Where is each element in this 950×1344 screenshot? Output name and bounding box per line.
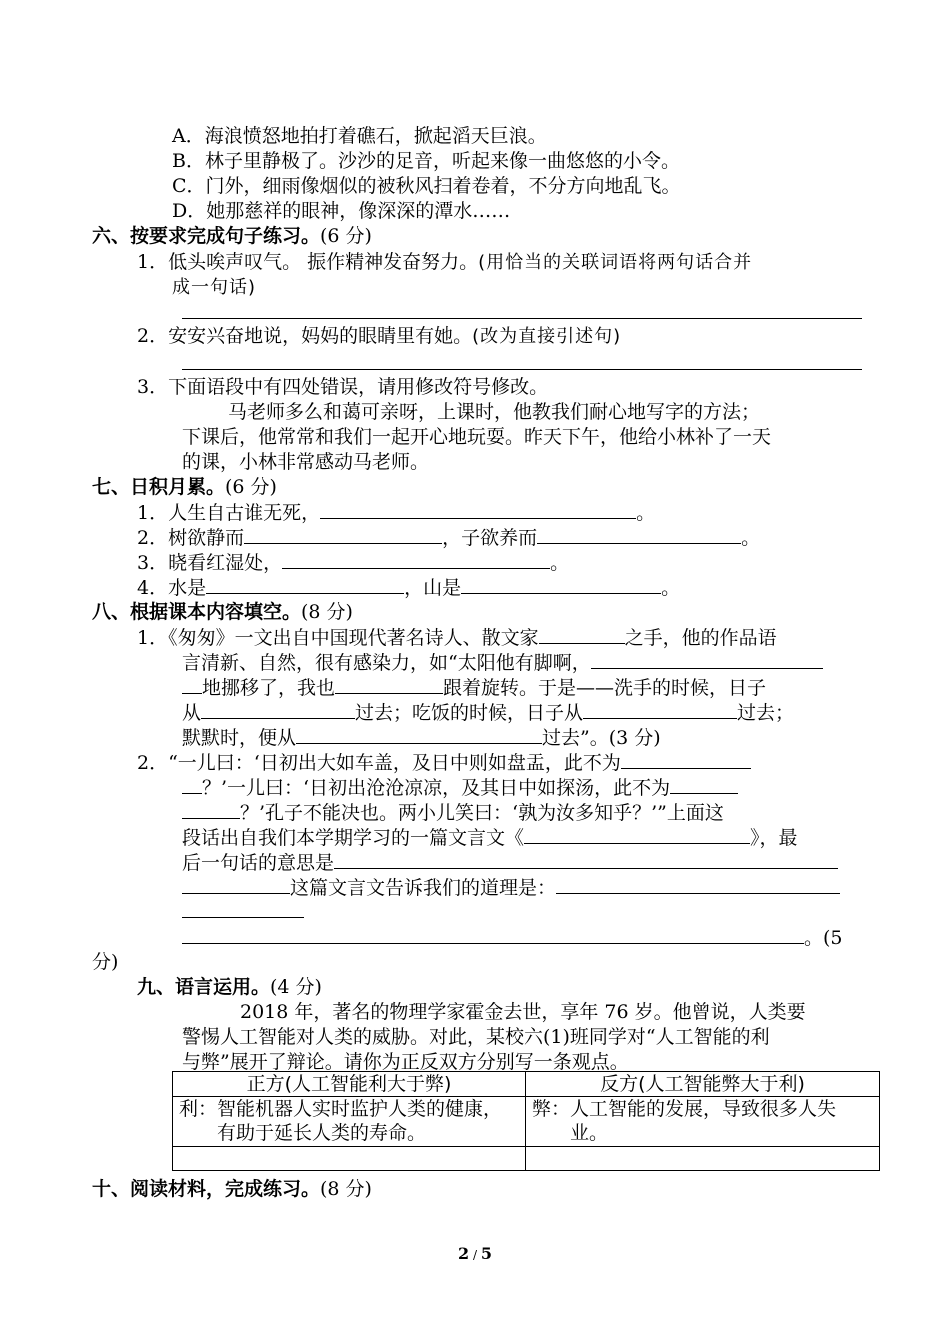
option-b: B．林子里静极了。沙沙的足音，听起来像一曲悠悠的小令。 bbox=[172, 150, 680, 172]
section-9-score: (4 分) bbox=[270, 976, 322, 998]
pro-answer-cell[interactable] bbox=[173, 1147, 526, 1171]
s8-q2-line-1 bbox=[137, 750, 751, 775]
s6-q2-text: 2．安安兴奋地说，妈妈的眼睛里有她。 bbox=[137, 325, 473, 347]
s8-q1-blank-quote-5[interactable] bbox=[296, 725, 542, 744]
s8-q2-l1a: 2．“一儿曰：‘日初出大如车盖，及日中则如盘盂，此不为 bbox=[137, 752, 621, 774]
s6-q3-text: 3．下面语段中有四处错误，请用修改符号修改。 bbox=[137, 376, 549, 398]
s9-paragraph-1: 2018 年，著名的物理学家霍金去世，享年 76 岁。他曾说，人类要 bbox=[240, 1001, 806, 1023]
s8-q2-blank-lesson-cont-1[interactable] bbox=[182, 917, 304, 918]
s6-q1-text: 1．低头唉声叹气。 振作精神发奋努力。 bbox=[137, 251, 479, 273]
s8-q1-l4c: 过去； bbox=[737, 702, 795, 724]
section-7-title: 七、日积月累。 bbox=[92, 476, 226, 498]
s8-q2-line-3 bbox=[182, 800, 724, 825]
s6-q2-note: (改为直接引述句) bbox=[472, 326, 622, 347]
s8-q1-l5b: 过去”。(3 分) bbox=[542, 727, 661, 749]
s7-q2 bbox=[137, 525, 760, 550]
s8-q1-l3b: 跟着旋转。于是——洗手的时候，日子 bbox=[443, 677, 767, 699]
con-answer-cell[interactable] bbox=[526, 1147, 880, 1171]
s7-q4 bbox=[137, 575, 680, 600]
page-number bbox=[0, 1244, 950, 1263]
con-label: 弊： bbox=[532, 1098, 571, 1120]
section-9-title: 九、语言运用。 bbox=[137, 976, 271, 998]
s8-q1-line-3 bbox=[182, 675, 766, 700]
s7-q2-end: 。 bbox=[741, 527, 761, 549]
s7-q4-blank-1[interactable] bbox=[206, 575, 404, 594]
section-10-title: 十、阅读材料，完成练习。 bbox=[92, 1178, 321, 1200]
section-6-score: (6 分) bbox=[320, 225, 372, 247]
s8-q1-line-1 bbox=[137, 625, 777, 650]
s8-q1-blank-quote-2[interactable] bbox=[335, 675, 443, 694]
s8-q2-line-5 bbox=[182, 850, 838, 875]
s7-q1-blank[interactable] bbox=[320, 500, 636, 519]
con-header: 反方(人工智能弊大于利) bbox=[526, 1072, 880, 1097]
s8-q2-blank-1-cont[interactable] bbox=[182, 775, 202, 794]
s8-q2-blank-lesson[interactable] bbox=[556, 875, 840, 894]
s8-q2-line-6 bbox=[182, 875, 840, 900]
s6-q3-paragraph-1: 马老师多么和蔼可亲呀，上课时，他教我们耐心地写字的方法； bbox=[228, 401, 761, 423]
pro-label: 利： bbox=[179, 1098, 218, 1120]
option-c: C．门外，细雨像烟似的被秋风扫着卷着，不分方向地乱飞。 bbox=[172, 175, 681, 197]
debate-table bbox=[172, 1071, 880, 1171]
section-10-score: (8 分) bbox=[320, 1178, 372, 1200]
s8-q1-l3a: 地挪移了，我也 bbox=[202, 677, 336, 699]
s7-q1-end: 。 bbox=[636, 502, 656, 524]
s8-q1-line-4 bbox=[182, 700, 794, 725]
s8-q1-l4a: 从 bbox=[182, 702, 202, 724]
s8-q2-line-4 bbox=[182, 825, 798, 850]
section-6-title: 六、按要求完成句子练习。 bbox=[92, 225, 321, 247]
pro-header: 正方(人工智能利大于弊) bbox=[173, 1072, 526, 1097]
con-example-cell bbox=[526, 1097, 880, 1147]
s8-q1-l1a: 1．《匆匆》一文出自中国现代著名诗人、散文家 bbox=[137, 627, 539, 649]
s8-q1-l2a: 言清新、自然，很有感染力，如“太阳他有脚啊， bbox=[182, 652, 591, 674]
s6-q2 bbox=[137, 324, 621, 349]
s8-q1-l4b: 过去；吃饭的时候，日子从 bbox=[355, 702, 584, 724]
s7-q3-text: 3．晓看红湿处， bbox=[137, 552, 283, 574]
section-6-heading bbox=[92, 224, 372, 248]
s8-q2-l5a: 后一句话的意思是 bbox=[182, 852, 335, 874]
s8-q2-line-2 bbox=[182, 775, 738, 800]
section-7-heading bbox=[92, 475, 277, 499]
s6-q2-answer-line[interactable] bbox=[182, 369, 862, 370]
s6-q1-note: (用恰当的关联词语将两句话合并 bbox=[478, 252, 753, 273]
s8-q2-l6b: 这篇文言文告诉我们的道理是： bbox=[290, 877, 557, 899]
s9-paragraph-2: 警惕人工智能对人类的威胁。对此，某校六(1)班同学对“人工智能的利 bbox=[182, 1026, 770, 1048]
s7-q1 bbox=[137, 500, 655, 525]
section-8-score: (8 分) bbox=[301, 601, 353, 623]
section-7-score: (6 分) bbox=[225, 476, 277, 498]
s8-q1-line-5 bbox=[182, 725, 661, 750]
s8-q2-blank-2-cont[interactable] bbox=[182, 800, 240, 819]
con-example: 人工智能的发展，导致很多人失业。 bbox=[570, 1098, 837, 1144]
s8-q2-l4b: 》，最 bbox=[750, 827, 798, 849]
s8-q2-blank-lesson-cont-2[interactable] bbox=[182, 925, 804, 944]
s7-q3 bbox=[137, 550, 569, 575]
s8-q1-l5a: 默默时，便从 bbox=[182, 727, 297, 749]
s8-q2-blank-meaning-cont[interactable] bbox=[182, 875, 290, 894]
s6-q1 bbox=[137, 250, 752, 275]
s6-q3-paragraph-2: 下课后，他常常和我们一起开心地玩耍。昨天下午，他给小林补了一天 bbox=[182, 426, 772, 448]
s8-q2-blank-meaning[interactable] bbox=[334, 850, 838, 869]
s8-q1-blank-author[interactable] bbox=[539, 625, 625, 644]
s8-q2-blank-1[interactable] bbox=[621, 750, 751, 769]
s7-q4-text-a: 4．水是 bbox=[137, 577, 207, 599]
s8-q2-blank-title[interactable] bbox=[524, 825, 750, 844]
s8-q2-line-8 bbox=[182, 925, 843, 950]
s7-q2-text-b: ，子欲养而 bbox=[442, 527, 538, 549]
page-total: 5 bbox=[480, 1244, 492, 1263]
s8-q2-l4a: 段话出自我们本学期学习的一篇文言文《 bbox=[182, 827, 525, 849]
section-8-heading bbox=[92, 600, 353, 624]
s8-q1-blank-quote-3[interactable] bbox=[201, 700, 355, 719]
s7-q3-blank[interactable] bbox=[282, 550, 550, 569]
s6-q1-note-cont: 成一句话) bbox=[172, 277, 257, 298]
s7-q3-end: 。 bbox=[550, 552, 570, 574]
s6-q1-answer-line[interactable] bbox=[182, 318, 862, 319]
pro-example: 智能机器人实时监护人类的健康，有助于延长人类的寿命。 bbox=[217, 1098, 503, 1144]
s7-q4-end: 。 bbox=[661, 577, 681, 599]
s8-q2-l8end: 。(5 bbox=[804, 927, 843, 949]
section-10-heading bbox=[92, 1177, 372, 1201]
page-separator: / bbox=[469, 1248, 481, 1262]
s8-q1-blank-quote-1[interactable] bbox=[591, 650, 823, 669]
s7-q1-text: 1．人生自古谁无死， bbox=[137, 502, 321, 524]
section-9-heading bbox=[137, 975, 322, 999]
s8-q1-blank-quote-1-cont[interactable] bbox=[182, 675, 202, 694]
s6-q3-paragraph-3: 的课，小林非常感动马老师。 bbox=[182, 451, 430, 473]
s8-q2-blank-2[interactable] bbox=[670, 775, 738, 794]
s7-q4-text-b: ，山是 bbox=[404, 577, 462, 599]
s7-q4-blank-2[interactable] bbox=[461, 575, 661, 594]
section-8-title: 八、根据课本内容填空。 bbox=[92, 601, 302, 623]
s8-q2-l2a: ？’一儿曰：‘日初出沧沧凉凉，及其日中如探汤，此不为 bbox=[202, 777, 671, 799]
s7-q2-blank-2[interactable] bbox=[537, 525, 741, 544]
s7-q2-text-a: 2．树欲静而 bbox=[137, 527, 245, 549]
s8-q2-l3a: ？’孔子不能决也。两小儿笑曰：‘孰为汝多知乎？’”上面这 bbox=[240, 802, 724, 824]
s8-q2-score-cont: 分) bbox=[92, 951, 119, 973]
option-a: A．海浪愤怒地拍打着礁石，掀起滔天巨浪。 bbox=[172, 125, 547, 147]
s9-paragraph-3: 与弊”展开了辩论。请你为正反双方分别写一条观点。 bbox=[182, 1051, 629, 1073]
s8-q1-l1b: 之手，他的作品语 bbox=[624, 627, 777, 649]
page-current: 2 bbox=[458, 1244, 470, 1263]
option-d: D．她那慈祥的眼神，像深深的潭水…… bbox=[172, 200, 511, 222]
s8-q1-blank-quote-4[interactable] bbox=[583, 700, 737, 719]
s7-q2-blank-1[interactable] bbox=[244, 525, 442, 544]
pro-example-cell bbox=[173, 1097, 526, 1147]
s8-q1-line-2 bbox=[182, 650, 823, 675]
